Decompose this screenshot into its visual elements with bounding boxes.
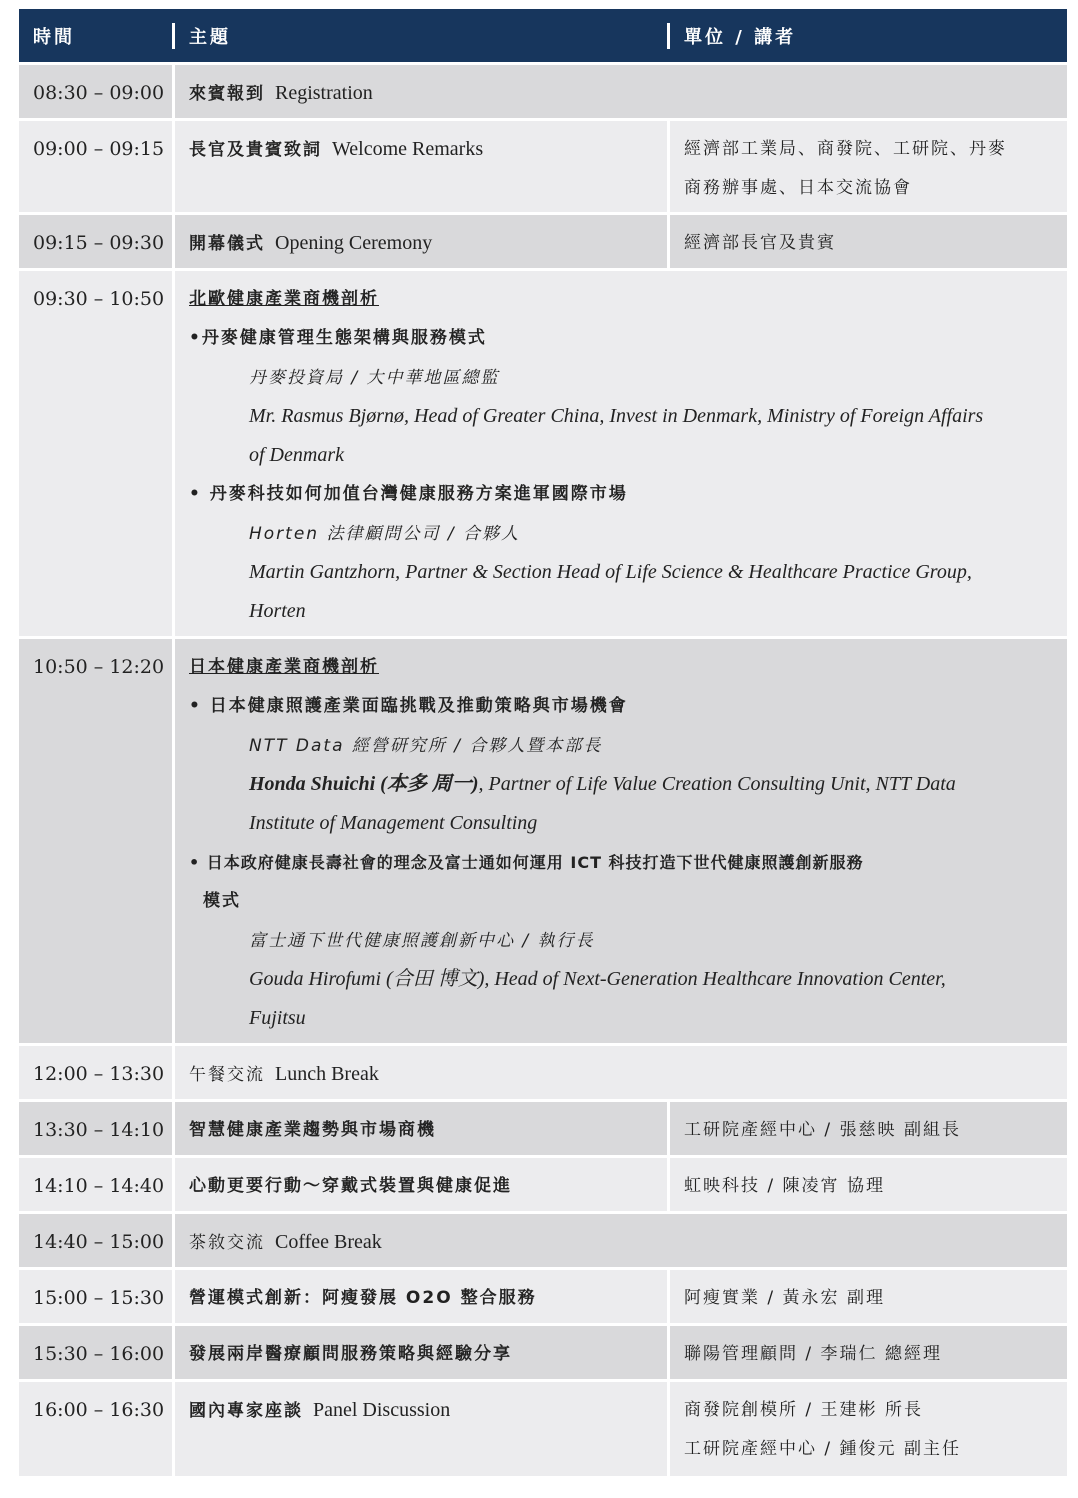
time-cell: 15:30 – 16:00 (19, 1326, 175, 1379)
time-cell: 09:15 – 09:30 (19, 215, 175, 268)
table-row (19, 1046, 1067, 1102)
session-title: 日本健康產業商機剖析 (189, 657, 379, 677)
speaker-cell: 工研院產經中心 / 張慈映 副組長 (684, 1120, 961, 1140)
table-row (19, 121, 1067, 215)
topic-cell: 茶敘交流 Coffee Break (189, 1231, 382, 1253)
header-time: 時間 (19, 23, 175, 49)
talk-title: •丹麥健康管理生態架構與服務模式 (189, 328, 487, 348)
table-row (19, 1326, 1067, 1382)
topic-cell: 來賓報到 Registration (189, 82, 373, 104)
time-cell: 15:00 – 15:30 (19, 1270, 175, 1323)
topic-cell: 北歐健康產業商機剖析 •丹麥健康管理生態架構與服務模式 丹麥投資局 / 大中華地區總監 Mr. Rasmus Bjørnø, Head of Greater China, Invest in Denmark, Ministry of Foreign Affairs of Denmark • 丹麥科技如何加值台灣健康服務方案進軍國際市場 Horten 法律顧問公司 / 合夥人 Martin Gantzhorn, Partner & Section Head of Life Science & Healthcare Practice Group, Horten (175, 271, 1067, 636)
topic-cell: 午餐交流 Lunch Break (189, 1063, 379, 1085)
speaker-cell: 聯陽管理顧問 / 李瑞仁 總經理 (684, 1344, 942, 1364)
time-cell: 10:50 – 12:20 (19, 639, 175, 1043)
session-title: 北歐健康產業商機剖析 (189, 289, 379, 309)
table-row (19, 1214, 1067, 1270)
table-header (19, 9, 1067, 65)
table-row (19, 639, 1067, 1046)
speaker-cell: 經濟部長官及貴賓 (684, 233, 836, 253)
header-topic: 主題 (175, 23, 670, 49)
speaker-cell: 虹映科技 / 陳凌宵 協理 (684, 1176, 885, 1196)
topic-cell: 心動更要行動～穿戴式裝置與健康促進 (175, 1158, 670, 1211)
time-cell: 08:30 – 09:00 (19, 65, 175, 118)
table-row (19, 1102, 1067, 1158)
talk-title: • 日本政府健康長壽社會的理念及富士通如何運用 ICT 科技打造下世代健康照護創新服務 (189, 853, 864, 872)
time-cell: 13:30 – 14:10 (19, 1102, 175, 1155)
time-cell: 16:00 – 16:30 (19, 1382, 175, 1476)
speaker-cell: 經濟部工業局、商發院、工研院、丹麥 商務辦事處、日本交流協會 (684, 139, 1007, 198)
table-row (19, 1382, 1067, 1476)
time-cell: 14:10 – 14:40 (19, 1158, 175, 1211)
time-cell: 09:00 – 09:15 (19, 121, 175, 212)
table-row (19, 215, 1067, 271)
topic-cell: 營運模式創新：阿瘦發展 O2O 整合服務 (175, 1270, 670, 1323)
topic-cell: 發展兩岸醫療顧問服務策略與經驗分享 (175, 1326, 670, 1379)
table-row (19, 1158, 1067, 1214)
speaker-cell: 阿瘦實業 / 黃永宏 副理 (684, 1288, 885, 1308)
topic-cell: 長官及貴賓致詞 Welcome Remarks (175, 121, 670, 212)
topic-cell: 開幕儀式 Opening Ceremony (175, 215, 670, 268)
talk-title: • 日本健康照護產業面臨挑戰及推動策略與市場機會 (189, 696, 628, 716)
time-cell: 14:40 – 15:00 (19, 1214, 175, 1267)
talk-title: • 丹麥科技如何加值台灣健康服務方案進軍國際市場 (189, 484, 628, 504)
time-cell: 12:00 – 13:30 (19, 1046, 175, 1099)
topic-cell: 日本健康產業商機剖析 • 日本健康照護產業面臨挑戰及推動策略與市場機會 NTT Data 經營研究所 / 合夥人暨本部長 Honda Shuichi (本多 周一), Partner of Life Value Creation Consulting Unit, NTT Data Institute of Management Consulting • 日本政府健康長壽社會的理念及富士通如何運用 ICT 科技打造下世代健康照護創新服務 模式 富士通下世代健康照護創新中心 / 執行長 Gouda Hirofumi (合田 博文), Head of Next-Generation Healthcare Innovation Center, Fujitsu (175, 639, 1067, 1043)
table-row (19, 271, 1067, 639)
table-row (19, 65, 1067, 121)
topic-cell: 智慧健康產業趨勢與市場商機 (175, 1102, 670, 1155)
speaker-cell: 商發院創模所 / 王建彬 所長 工研院產經中心 / 鍾俊元 副主任 (684, 1400, 961, 1459)
agenda-table (19, 9, 1067, 1476)
time-cell: 09:30 – 10:50 (19, 271, 175, 636)
topic-cell: 國內專家座談 Panel Discussion (175, 1382, 670, 1476)
table-row (19, 1270, 1067, 1326)
header-speaker: 單位 / 講者 (684, 26, 797, 48)
